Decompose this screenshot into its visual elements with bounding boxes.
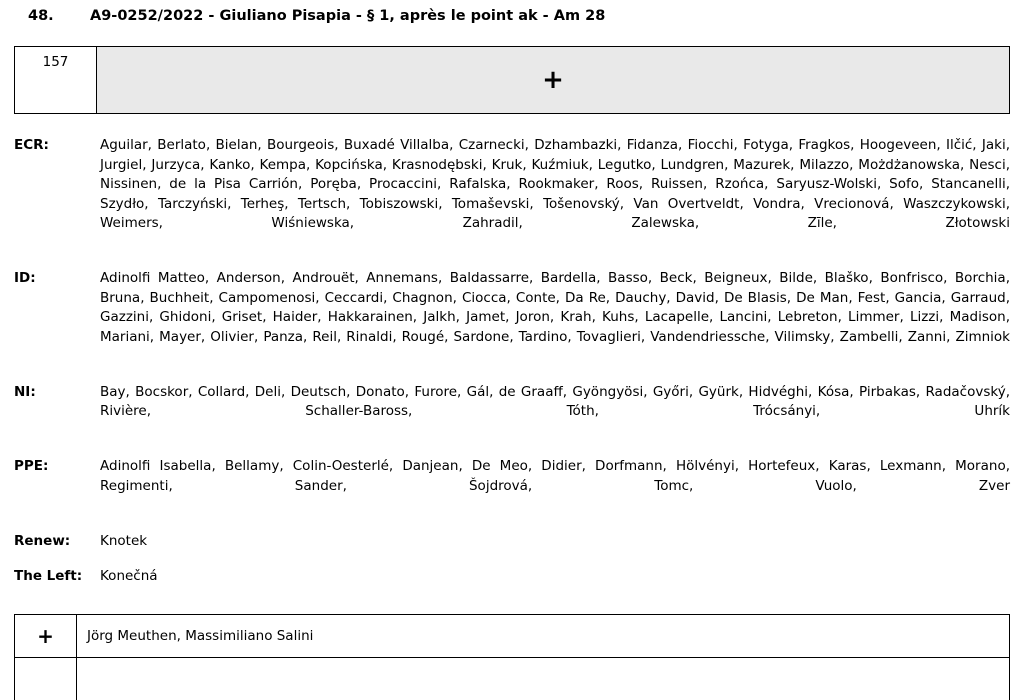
vote-sign: + xyxy=(97,47,1009,113)
group-label: NI: xyxy=(14,383,36,400)
group-label: The Left: xyxy=(14,568,83,584)
vote-result-box xyxy=(14,46,1010,114)
vote-count: 157 xyxy=(15,47,97,113)
item-title: A9-0252/2022 - Giuliano Pisapia - § 1, après le point ak - Am 28 xyxy=(90,8,606,24)
group-label: ECR: xyxy=(14,137,49,153)
group-row xyxy=(14,567,1010,587)
group-row xyxy=(14,269,1010,367)
vote-corrections-table xyxy=(14,614,1010,700)
group-members: Adinolfi Matteo, Anderson, Androuët, Annemans, Baldassarre, Bardella, Basso, Beck, Beigneux, Bilde, Blaško, Bonfrisco, Borchia, Bruna, Buchheit, Campomenosi, Ceccardi, Chagnon, Ciocca, Conte, Da Re, Dauchy, David, De Blasis, De Man, Fest, Gancia, Garraud, Gazzini, Ghidoni, Griset, Haider, Hakkarainen, Jalkh, Jamet, Joron, Krah, Kuhs, Lacapelle, Lancini, Lebreton, Limmer, Lizzi, Madison, Mariani, Mayer, Olivier, Panza, Reil, Rinaldi, Rougé, Sardone, Tardino, Tovaglieri, Vandendriessche, Vilimsky, Zambelli, Zanni, Zimniok xyxy=(100,270,1010,345)
group-row xyxy=(14,383,1010,442)
group-row xyxy=(14,532,1010,552)
group-members: Konečná xyxy=(100,568,158,584)
table-row xyxy=(15,658,1009,700)
group-row xyxy=(14,136,1010,253)
item-heading xyxy=(14,0,1010,24)
table-row xyxy=(15,615,1009,658)
correction-names: Jörg Meuthen, Massimiliano Salini xyxy=(87,628,314,644)
correction-sign: + xyxy=(15,615,77,657)
correction-names xyxy=(77,658,1009,700)
group-members: Bay, Bocskor, Collard, Deli, Deutsch, Donato, Furore, Gál, de Graaff, Gyöngyösi, Győri, Gyürk, Hidvéghi, Kósa, Pirbakas, Radačovský, Rivière, Schaller-Baross, Tóth, Trócsányi, Uhrík xyxy=(100,383,1010,419)
group-members: Adinolfi Isabella, Bellamy, Colin-Oesterlé, Danjean, De Meo, Didier, Dorfmann, Hölvényi, Hortefeux, Karas, Lexmann, Morano, Regimenti, Sander, Šojdrová, Tomc, Vuolo, Zver xyxy=(100,458,1010,494)
group-label: ID: xyxy=(14,270,36,286)
group-members: Aguilar, Berlato, Bielan, Bourgeois, Buxadé Villalba, Czarnecki, Dzhambazki, Fidanza, Fiocchi, Fotyga, Fragkos, Hoogeveen, Ilčić, Jaki, Jurgiel, Jurzyca, Kanko, Kempa, Kopcińska, Krasnodębski, Kruk, Kuźmiuk, Legutko, Lundgren, Mazurek, Milazzo, Możdżanowska, Nesci, Nissinen, de la Pisa Carrión, Poręba, Procaccini, Rafalska, Rookmaker, Roos, Ruissen, Rzońca, Saryusz-Wolski, Sofo, Stancanelli, Szydło, Tarczyński, Terheş, Tertsch, Tobiszowski, Tomaševski, Tošenovský, Van Overtveldt, Vondra, Vrecionová, Waszczykowski, Weimers, Wiśniewska, Zahradil, Zalewska, Zīle, Złotowski xyxy=(100,137,1010,231)
group-label: Renew: xyxy=(14,532,71,549)
item-number: 48. xyxy=(28,8,54,24)
group-row xyxy=(14,457,1010,516)
correction-sign xyxy=(15,658,77,700)
group-label: PPE: xyxy=(14,458,49,474)
group-list xyxy=(14,136,1010,587)
group-members: Knotek xyxy=(100,532,148,549)
